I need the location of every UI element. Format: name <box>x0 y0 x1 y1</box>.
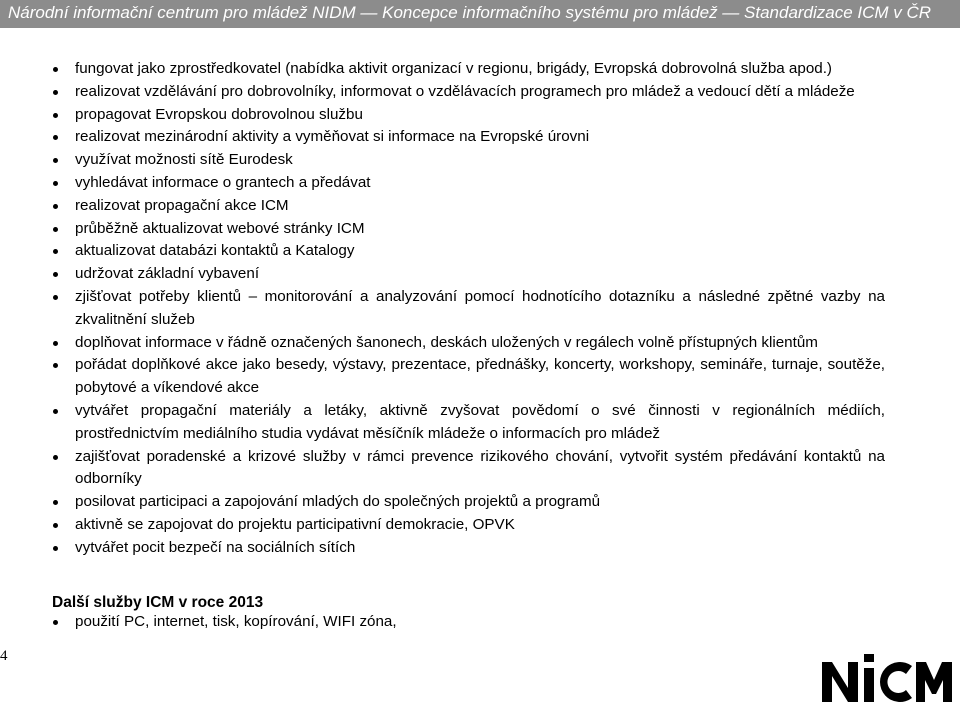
page-number: 4 <box>0 648 8 664</box>
section-title: Další služby ICM v roce 2013 <box>52 594 264 611</box>
list-item: realizovat mezinárodní aktivity a vyměňovat si informace na Evropské úrovni <box>0 126 885 149</box>
bullet-icon <box>53 113 58 118</box>
list-item: použití PC, internet, tisk, kopírování, WIFI zóna, <box>0 611 960 634</box>
list-item: zajišťovat poradenské a krizové služby v rámci prevence rizikového chování, vytvořit systém předávání kontaktů na odborníky <box>0 446 885 492</box>
bullet-icon <box>53 204 58 209</box>
bullet-icon <box>53 227 58 232</box>
list-item: zjišťovat potřeby klientů – monitorování a analyzování pomocí hodnotícího dotazníku a následné zpětné vazby na zkvalitnění služeb <box>0 286 885 332</box>
bullet-icon <box>53 272 58 277</box>
list-item: doplňovat informace v řádně označených šanonech, deskách uložených v regálech volně přístupných klientům <box>0 332 885 355</box>
bullet-icon <box>53 295 58 300</box>
list-item: vytvářet pocit bezpečí na sociálních sítích <box>0 537 885 560</box>
bullet-icon <box>53 181 58 186</box>
list-item: realizovat propagační akce ICM <box>0 195 885 218</box>
header-text: Národní informační centrum pro mládež NIDM — Koncepce informačního systému pro mládež — Standardizace ICM v ČR <box>8 3 932 22</box>
list-item: pořádat doplňkové akce jako besedy, výstavy, prezentace, přednášky, koncerty, workshopy, semináře, turnaje, soutěže, pobytové a víkendové akce <box>0 354 885 400</box>
list-item: posilovat participaci a zapojování mladých do společných projektů a programů <box>0 491 885 514</box>
bullet-icon <box>53 363 58 368</box>
bullet-icon <box>53 455 58 460</box>
list-item: aktivně se zapojovat do projektu participativní demokracie, OPVK <box>0 514 885 537</box>
bullet-icon <box>53 500 58 505</box>
services-list <box>0 58 960 560</box>
bullet-icon <box>53 523 58 528</box>
list-item: průběžně aktualizovat webové stránky ICM <box>0 218 885 241</box>
bullet-icon <box>53 67 58 72</box>
list-item: využívat možnosti sítě Eurodesk <box>0 149 885 172</box>
bullet-icon <box>53 90 58 95</box>
bullet-icon <box>53 249 58 254</box>
bullet-icon <box>53 620 58 625</box>
extra-services-list <box>0 611 960 634</box>
bullet-icon <box>53 135 58 140</box>
list-item: aktualizovat databázi kontaktů a Katalogy <box>0 240 885 263</box>
running-header <box>0 0 960 28</box>
list-item: vyhledávat informace o grantech a předávat <box>0 172 885 195</box>
bullet-icon <box>53 409 58 414</box>
list-item: realizovat vzdělávání pro dobrovolníky, informovat o vzdělávacích programech pro mládež a vedoucí dětí a mládeže <box>0 81 885 104</box>
nicm-logo <box>820 650 952 712</box>
list-item: fungovat jako zprostředkovatel (nabídka aktivit organizací v regionu, brigády, Evropská dobrovolná služba apod.) <box>0 58 885 81</box>
list-item: propagovat Evropskou dobrovolnou službu <box>0 104 885 127</box>
list-item: udržovat základní vybavení <box>0 263 885 286</box>
list-item: vytvářet propagační materiály a letáky, aktivně zvyšovat povědomí o své činnosti v regionálních médiích, prostřednictvím mediálního studia vydávat měsíčník mládeže o informacích pro mládež <box>0 400 885 446</box>
bullet-icon <box>53 341 58 346</box>
bullet-icon <box>53 158 58 163</box>
bullet-icon <box>53 546 58 551</box>
